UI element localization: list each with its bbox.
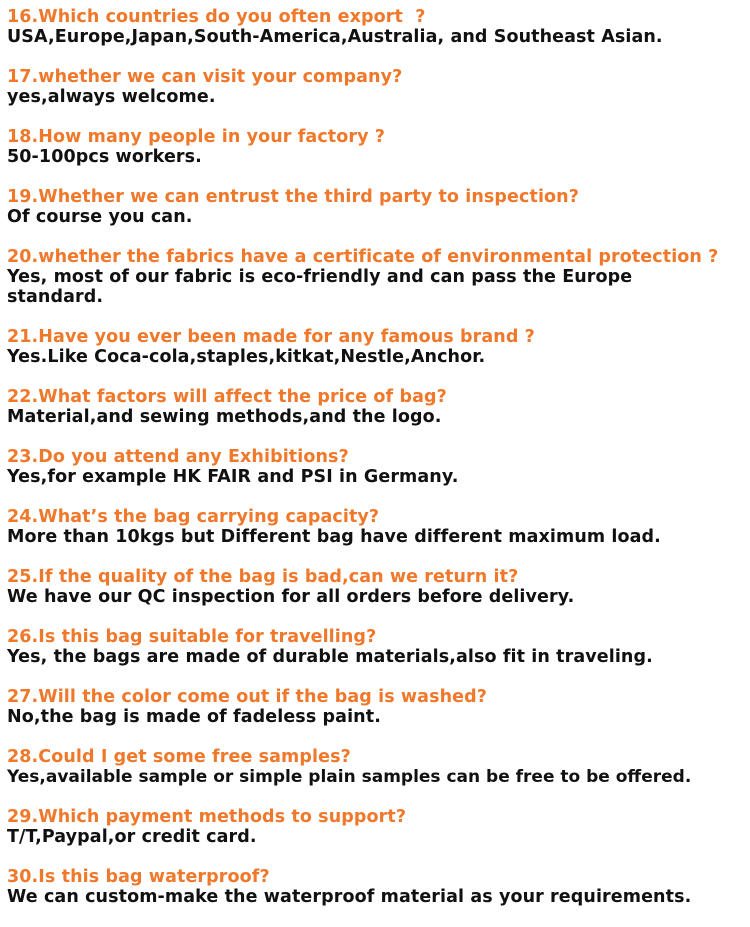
faq-answer: Yes,available sample or simple plain samples can be free to be offered. [7,767,692,787]
faq-answer: yes,always welcome. [7,87,216,107]
faq-item-24 [7,507,747,547]
faq-question: 17.whether we can visit your company? [7,67,403,87]
faq-answer: We have our QC inspection for all orders before delivery. [7,587,575,607]
faq-list [7,7,747,927]
faq-item-16 [7,7,747,47]
faq-question: 18.How many people in your factory ? [7,127,386,147]
faq-item-18 [7,127,747,167]
faq-answer: We can custom-make the waterproof material as your requirements. [7,887,692,907]
faq-answer: Material,and sewing methods,and the logo. [7,407,442,427]
faq-question: 16.Which countries do you often export ? [7,7,426,27]
faq-item-21 [7,327,747,367]
faq-question: 27.Will the color come out if the bag is washed? [7,687,487,707]
faq-answer: T/T,Paypal,or credit card. [7,827,257,847]
faq-answer: Yes, the bags are made of durable materials,also fit in traveling. [7,647,653,667]
faq-answer: No,the bag is made of fadeless paint. [7,707,381,727]
faq-item-22 [7,387,747,427]
faq-item-28 [7,747,747,787]
faq-item-30 [7,867,747,907]
faq-item-26 [7,627,747,667]
faq-answer: Yes.Like Coca-cola,staples,kitkat,Nestle,Anchor. [7,347,486,367]
faq-item-19 [7,187,747,227]
faq-answer: More than 10kgs but Different bag have different maximum load. [7,527,661,547]
faq-question: 22.What factors will affect the price of bag? [7,387,447,407]
faq-question: 20.whether the fabrics have a certificate of environmental protection ? [7,247,719,267]
faq-item-27 [7,687,747,727]
faq-answer: Of course you can. [7,207,193,227]
faq-question: 28.Could I get some free samples? [7,747,351,767]
faq-item-29 [7,807,747,847]
faq-question: 23.Do you attend any Exhibitions? [7,447,349,467]
faq-item-23 [7,447,747,487]
faq-answer: USA,Europe,Japan,South-America,Australia, and Southeast Asian. [7,27,663,47]
faq-item-20 [7,247,747,307]
faq-question: 21.Have you ever been made for any famous brand ? [7,327,535,347]
faq-item-25 [7,567,747,607]
faq-question: 25.If the quality of the bag is bad,can we return it? [7,567,519,587]
faq-question: 30.Is this bag waterproof? [7,867,270,887]
faq-question: 26.Is this bag suitable for travelling? [7,627,377,647]
faq-question: 29.Which payment methods to support? [7,807,407,827]
faq-item-17 [7,67,747,107]
faq-question: 19.Whether we can entrust the third party to inspection? [7,187,579,207]
faq-answer: Yes, most of our fabric is eco-friendly and can pass the Europe standard. [7,267,633,307]
faq-question: 24.What’s the bag carrying capacity? [7,507,380,527]
faq-answer: 50-100pcs workers. [7,147,202,167]
faq-answer: Yes,for example HK FAIR and PSI in Germany. [7,467,459,487]
